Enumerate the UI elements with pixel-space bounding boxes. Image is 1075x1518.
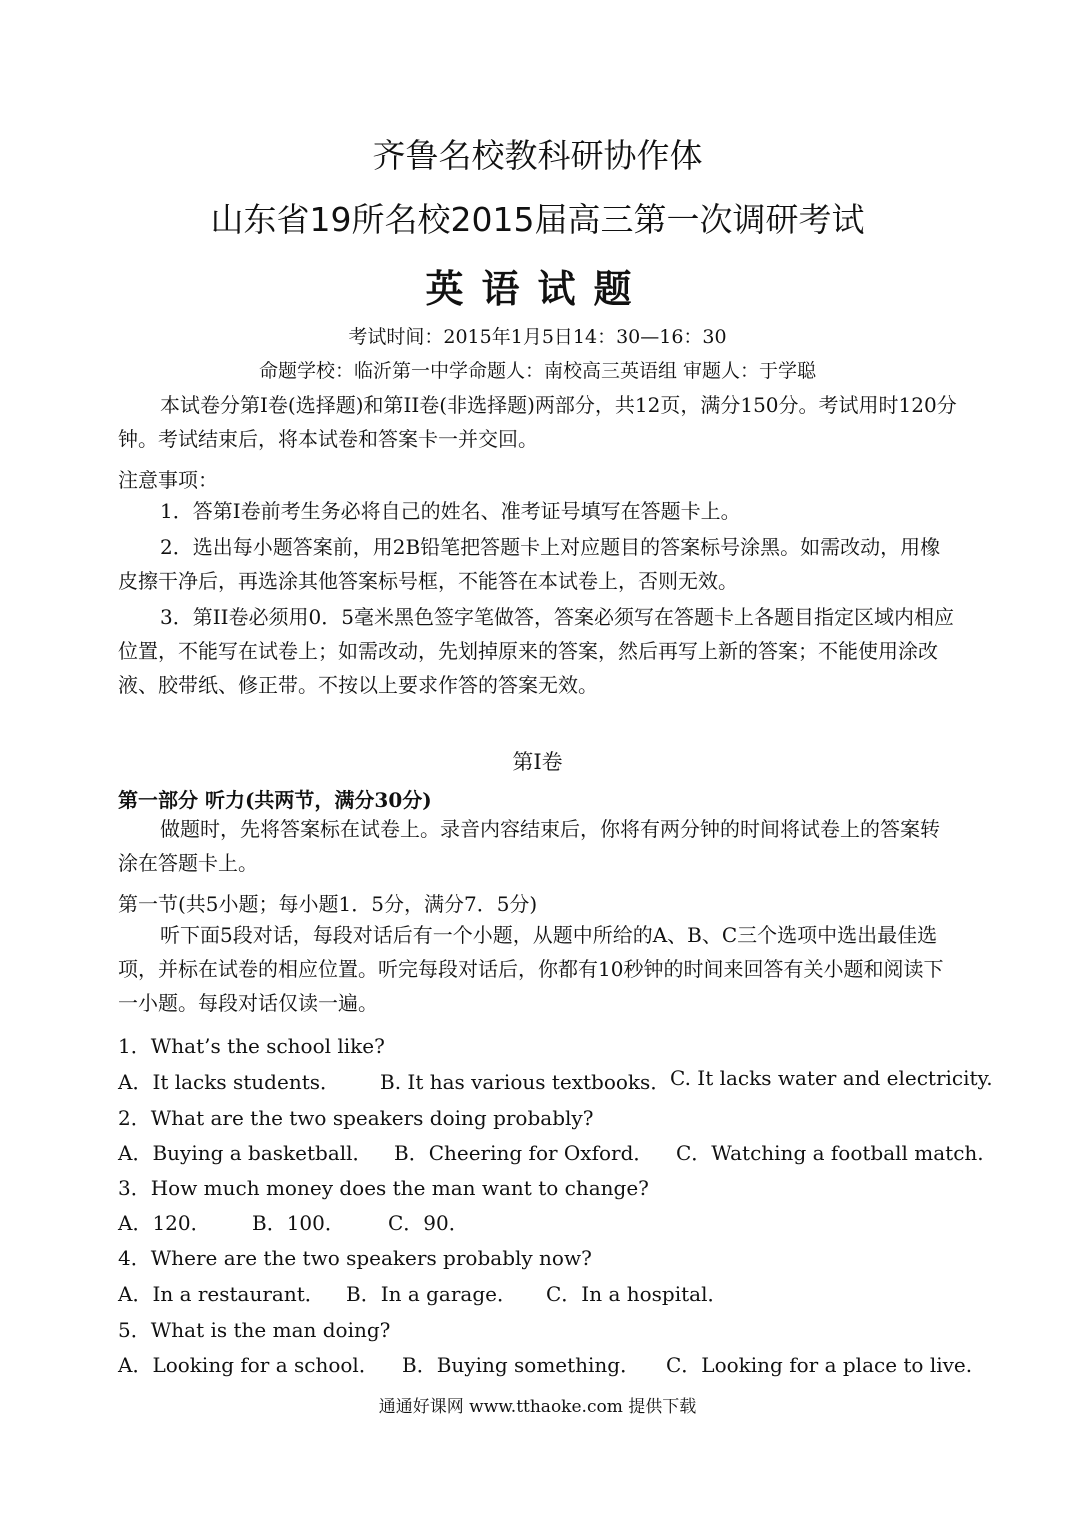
- option-a: A．Buying a basketball．: [118, 1141, 373, 1165]
- option-b: B．100．: [252, 1211, 345, 1235]
- page-footer: 通通好课网 www.tthaoke.com 提供下载: [378, 1397, 697, 1417]
- option-b: B．Cheering for Oxford．: [394, 1141, 654, 1165]
- question-4: 4．Where are the two speakers probably now?: [118, 1246, 592, 1270]
- exam-time: 考试时间：2015年1月5日14：30—16：30: [348, 326, 727, 348]
- page-title-organization: 齐鲁名校教科研协作体: [372, 136, 703, 175]
- question-1: 1．What’s the school like?: [118, 1034, 385, 1058]
- option-b: B．Buying something．: [402, 1353, 641, 1377]
- question-2: 2．What are the two speakers doing probably?: [118, 1106, 594, 1130]
- volume-title: 第I卷: [512, 750, 563, 774]
- option-c: C．Looking for a place to live.: [666, 1353, 973, 1377]
- exam-authors: 命题学校：临沂第一中学命题人：南校高三英语组 审题人：于学聪: [258, 360, 817, 382]
- option-b: B. It has various textbooks．: [380, 1070, 671, 1094]
- option-c: C．90．: [388, 1211, 469, 1235]
- page-title-exam: 山东省19所名校2015届高三第一次调研考试: [210, 200, 865, 239]
- subsection-instructions: 听下面5段对话，每段对话后有一个小题，从题中所给的A、B、C三个选项中选出最佳选项，并标在试卷的相应位置。听完每段对话后，你都有10秒钟的时间来回答有关小题和阅读下一小题。每段对话仅读一遍。: [118, 923, 944, 1015]
- option-c: C. It lacks water and electricity.: [670, 1066, 993, 1090]
- option-a: A．It lacks students．: [118, 1070, 341, 1094]
- page-title-subject: 英语试题: [425, 267, 650, 311]
- option-a: A．In a restaurant．: [118, 1282, 325, 1306]
- option-c: C．Watching a football match.: [676, 1141, 984, 1165]
- option-a: A．120．: [118, 1211, 211, 1235]
- question-3: 3．How much money does the man want to change?: [118, 1176, 649, 1200]
- option-a: A．Looking for a school．: [118, 1353, 379, 1377]
- note-item-2: 2．选出每小题答案前，用2B铅笔把答题卡上对应题目的答案标号涂黑。如需改动，用橡皮擦干净后，再选涂其他答案标号框，不能答在本试卷上，否则无效。: [118, 535, 941, 593]
- note-item-1: 1．答第I卷前考生务必将自己的姓名、准考证号填写在答题卡上。: [160, 499, 741, 523]
- note-item-3: 3．第II卷必须用0．5毫米黑色签字笔做答，答案必须写在答题卡上各题目指定区域内相应位置，不能写在试卷上；如需改动，先划掉原来的答案，然后再写上新的答案；不能使用涂改液、胶带纸、修正带。不按以上要求作答的答案无效。: [118, 605, 954, 697]
- notes-title: 注意事项：: [118, 468, 218, 492]
- part-instructions: 做题时，先将答案标在试卷上。录音内容结束后，你将有两分钟的时间将试卷上的答案转涂在答题卡上。: [118, 817, 940, 875]
- part-title: 第一部分 听力(共两节，满分30分): [118, 788, 432, 812]
- question-5: 5．What is the man doing?: [118, 1318, 391, 1342]
- intro-paragraph: 本试卷分第I卷(选择题)和第II卷(非选择题)两部分，共12页，满分150分。考试用时120分钟。考试结束后，将本试卷和答案卡一并交回。: [118, 393, 957, 451]
- option-b: B．In a garage．: [346, 1282, 517, 1306]
- option-c: C．In a hospital．: [546, 1282, 728, 1306]
- subsection-title: 第一节(共5小题；每小题1．5分，满分7．5分): [118, 892, 538, 916]
